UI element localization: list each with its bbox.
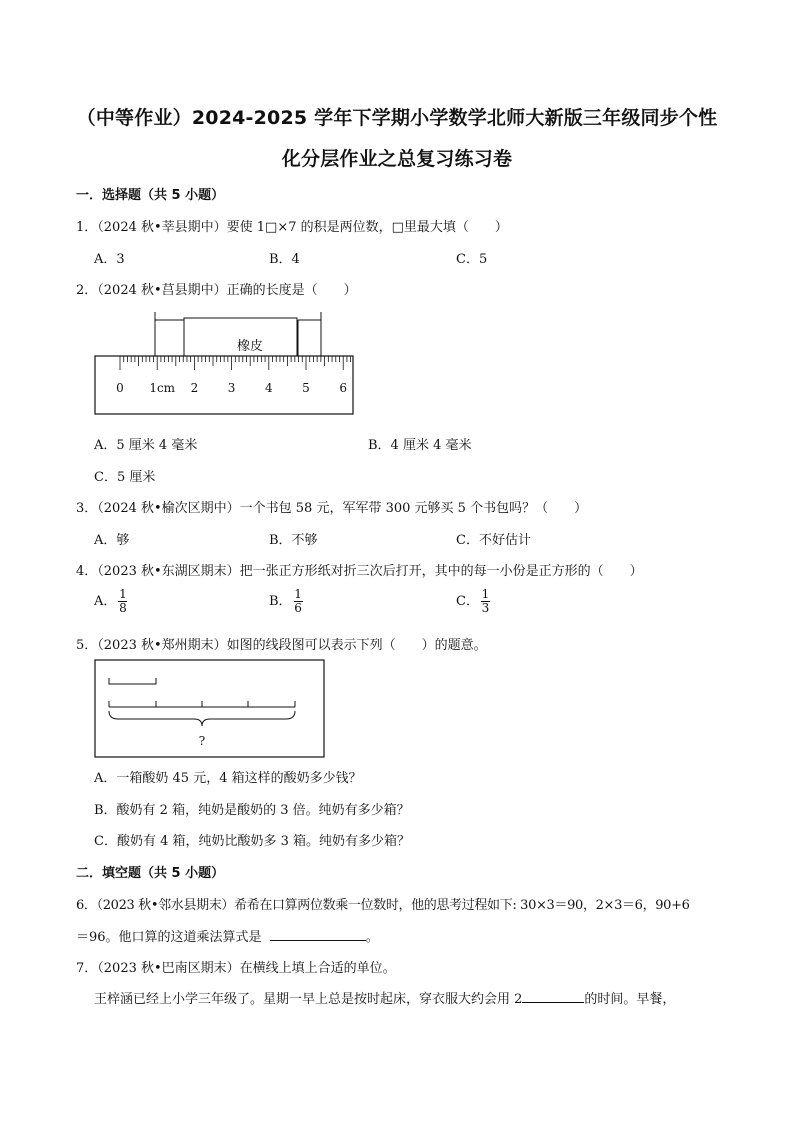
question-7-text: 7．（2023 秋•巴南区期末）在横线上填上合适的单位。 — [76, 961, 396, 976]
fraction-numerator: 1 — [481, 587, 490, 601]
q4-option-a — [94, 588, 127, 615]
question-2-text: 2．（2024 秋•莒县期中）正确的长度是（ ） — [76, 283, 357, 298]
q6-text-prefix: ＝96。他口算的这道乘法算式是 — [76, 930, 262, 945]
section-heading-fill: 二．填空题（共 5 小题） — [76, 866, 225, 881]
page-title-line-2: 化分层作业之总复习练习卷 — [281, 148, 513, 170]
question-1-text: 1．（2024 秋•莘县期中）要使 1□×7 的积是两位数，□里最大填（ ） — [76, 220, 508, 235]
question-3-text: 3．（2024 秋•榆次区期中）一个书包 58 元，军军带 300 元够买 5 个书包吗？（ ） — [76, 501, 588, 516]
q1-option-c: C．5 — [456, 252, 488, 267]
q2-option-c: C．5 厘米 — [94, 470, 156, 485]
ruler-body — [95, 356, 353, 414]
ruler-tick-label: 5 — [302, 381, 310, 395]
q6-text-suffix: 。 — [365, 930, 379, 945]
q4-option-c-label: C． — [456, 594, 479, 609]
ruler-tick-label: 3 — [227, 381, 236, 395]
fraction-one-third — [481, 588, 490, 615]
fraction-denominator: 8 — [119, 601, 127, 615]
fraction-denominator: 6 — [294, 601, 302, 615]
q3-option-c: C．不好估计 — [456, 533, 531, 548]
q4-option-b-label: B． — [269, 594, 292, 609]
fraction-one-sixth — [294, 588, 303, 615]
question-5-text: 5．（2023 秋•郑州期末）如图的线段图可以表示下列（ ）的题意。 — [76, 638, 487, 653]
ruler-tick-label: 1cm — [149, 381, 176, 395]
q5-option-c: C．酸奶有 4 箱，纯奶比酸奶多 3 箱。纯奶有多少箱？ — [94, 834, 411, 849]
fraction-numerator: 1 — [294, 587, 302, 601]
ruler-tick-label: 6 — [339, 381, 348, 395]
question-7-line-2 — [94, 988, 675, 1007]
q3-option-b: B．不够 — [269, 533, 318, 548]
eraser-label: 橡皮 — [236, 339, 264, 354]
q4-option-a-label: A． — [94, 594, 117, 609]
q3-option-a: A．够 — [94, 533, 130, 548]
fraction-numerator: 1 — [119, 587, 127, 601]
question-4-text: 4．（2023 秋•东湖区期末）把一张正方形纸对折三次后打开，其中的每一小份是正方形的（ ） — [76, 564, 643, 579]
q2-option-b: B．4 厘米 4 毫米 — [368, 438, 472, 453]
q1-option-a: A．3 — [94, 252, 125, 267]
q2-option-a: A．5 厘米 4 毫米 — [94, 438, 198, 453]
section-heading-choice: 一．选择题（共 5 小题） — [76, 188, 225, 203]
fraction-one-eighth — [118, 588, 127, 615]
q5-option-a: A．一箱酸奶 45 元，4 箱这样的酸奶多少钱？ — [94, 771, 362, 786]
q4-option-b — [269, 588, 303, 615]
page-title-line-1: （中等作业）2024-2025 学年下学期小学数学北师大新版三年级同步个性 — [76, 107, 718, 129]
fraction-denominator: 3 — [481, 601, 490, 615]
q7-answer-blank[interactable] — [522, 988, 584, 1003]
q7-text-prefix: 王梓涵已经上小学三年级了。星期一早上总是按时起床，穿衣服大约会用 2 — [94, 992, 523, 1007]
q1-option-b: B．4 — [269, 252, 300, 267]
q6-answer-blank[interactable] — [270, 926, 366, 941]
ruler-tick-label: 4 — [264, 381, 273, 395]
ruler-eraser-figure — [90, 308, 360, 420]
question-6-line-2 — [76, 926, 379, 945]
q4-option-c — [456, 588, 490, 615]
line-segment-diagram — [94, 659, 326, 759]
ruler-tick-label: 2 — [190, 381, 199, 395]
q7-text-suffix: 的时间。早餐， — [584, 992, 676, 1007]
diagram-question-mark: ? — [198, 734, 206, 748]
ruler-tick-label: 0 — [116, 381, 124, 395]
question-6-line-1: 6．（2023 秋•邻水县期末）希希在口算两位数乘一位数时，他的思考过程如下: 30×3＝90，2×3＝6，90+6 — [76, 898, 690, 913]
diagram-frame — [95, 660, 324, 757]
q5-option-b: B．酸奶有 2 箱，纯奶是酸奶的 3 倍。纯奶有多少箱？ — [94, 803, 410, 818]
